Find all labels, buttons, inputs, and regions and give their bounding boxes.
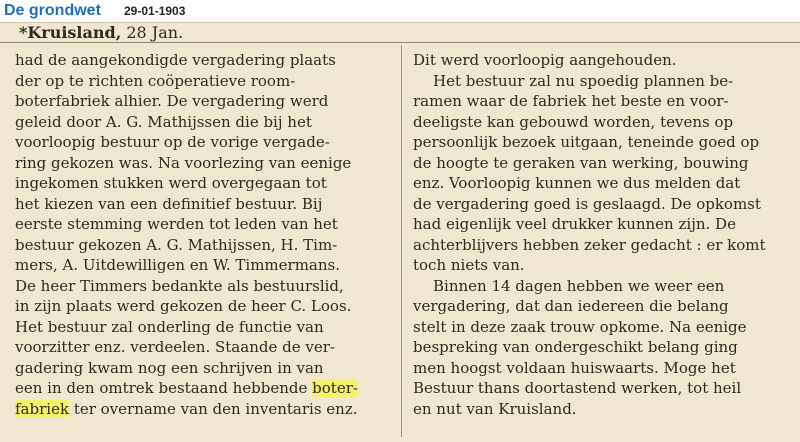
text-line: gadering kwam nog een schrijven in van	[15, 358, 324, 377]
text-line: bespreking van ondergeschikt belang ging	[413, 338, 738, 356]
top-rule	[0, 42, 800, 43]
text-line: en nut van Kruisland.	[413, 399, 577, 418]
text-segment: ter overname van den inventaris enz.	[73, 399, 358, 418]
text-line: Dit werd voorloopig aangehouden.	[413, 51, 677, 69]
article-dateline	[19, 24, 183, 42]
text-line: Het bestuur zal onderling de functie van	[15, 317, 324, 336]
newspaper-clipping	[0, 22, 800, 442]
text-line: eerste stemming werden tot leden van het	[15, 215, 338, 233]
text-line: ramen waar de fabriek het beste en voor-	[413, 92, 729, 110]
paragraph-start: Het bestuur zal nu spoedig plannen be-	[433, 71, 734, 90]
text-line: geleid door A. G. Mathijssen die bij het	[15, 112, 312, 131]
text-line: vergadering, dat dan iedereen die belang	[413, 297, 729, 315]
text-line: ring gekozen was. Na voorlezing van eenige	[15, 153, 352, 172]
text-line: bestuur gekozen A. G. Mathijssen, H. Tim-	[15, 235, 338, 254]
text-line: had eigenlijk veel drukker kunnen zijn. De	[413, 215, 736, 233]
search-highlight: boter-	[312, 379, 358, 397]
publication-date: 29-01-1903	[124, 4, 186, 18]
text-line: De heer Timmers bedankte als bestuurslid,	[15, 276, 344, 295]
text-line: in zijn plaats werd gekozen de heer C. Loos.	[15, 297, 352, 315]
dateline-place: *Kruisland,	[19, 23, 122, 42]
paragraph-start: Binnen 14 dagen hebben we weer een	[433, 276, 725, 295]
publication-title[interactable]: De grondwet	[4, 2, 101, 19]
text-line: Bestuur thans doortastend werken, tot heil	[413, 379, 742, 397]
text-line: mers, A. Uitdewilligen en W. Timmermans.	[15, 256, 340, 274]
text-line	[15, 399, 392, 420]
text-line	[15, 378, 392, 399]
text-line: voorzitter enz. verdeelen. Staande de ver-	[15, 338, 335, 356]
text-line: stelt in deze zaak trouw opkome. Na eenige	[413, 317, 747, 336]
text-line: deeligste kan gebouwd worden, tevens op	[413, 112, 734, 131]
text-line: persoonlijk bezoek uitgaan, teneinde goed op	[413, 133, 760, 151]
text-line: boterfabriek alhier. De vergadering werd	[15, 92, 329, 110]
text-line: achterblijvers hebben zeker gedacht : er komt	[413, 235, 766, 254]
search-highlight: fabriek	[15, 399, 70, 418]
text-line: enz. Voorloopig kunnen we dus melden dat	[413, 174, 741, 192]
left-column	[15, 50, 392, 419]
clipping-header	[0, 0, 800, 22]
text-line: had de aangekondigde vergadering plaats	[15, 51, 336, 69]
dateline-date: 28 Jan.	[126, 23, 184, 42]
text-line: der op te richten coöperatieve room-	[15, 71, 296, 90]
text-line: ingekomen stukken werd overgegaan tot	[15, 174, 327, 192]
right-column	[413, 50, 783, 419]
text-line: de hoogte te geraken van werking, bouwing	[413, 153, 749, 172]
text-segment: een in den omtrek bestaand hebbende	[15, 379, 308, 397]
column-divider	[401, 45, 402, 437]
text-line: men hoogst voldaan huiswaarts. Moge het	[413, 358, 736, 377]
text-line: voorloopig bestuur op de vorige vergade-	[15, 133, 330, 151]
text-line: toch niets van.	[413, 256, 525, 274]
text-line: het kiezen van een definitief bestuur. Bij	[15, 194, 323, 213]
text-line: de vergadering goed is geslaagd. De opkomst	[413, 194, 761, 213]
